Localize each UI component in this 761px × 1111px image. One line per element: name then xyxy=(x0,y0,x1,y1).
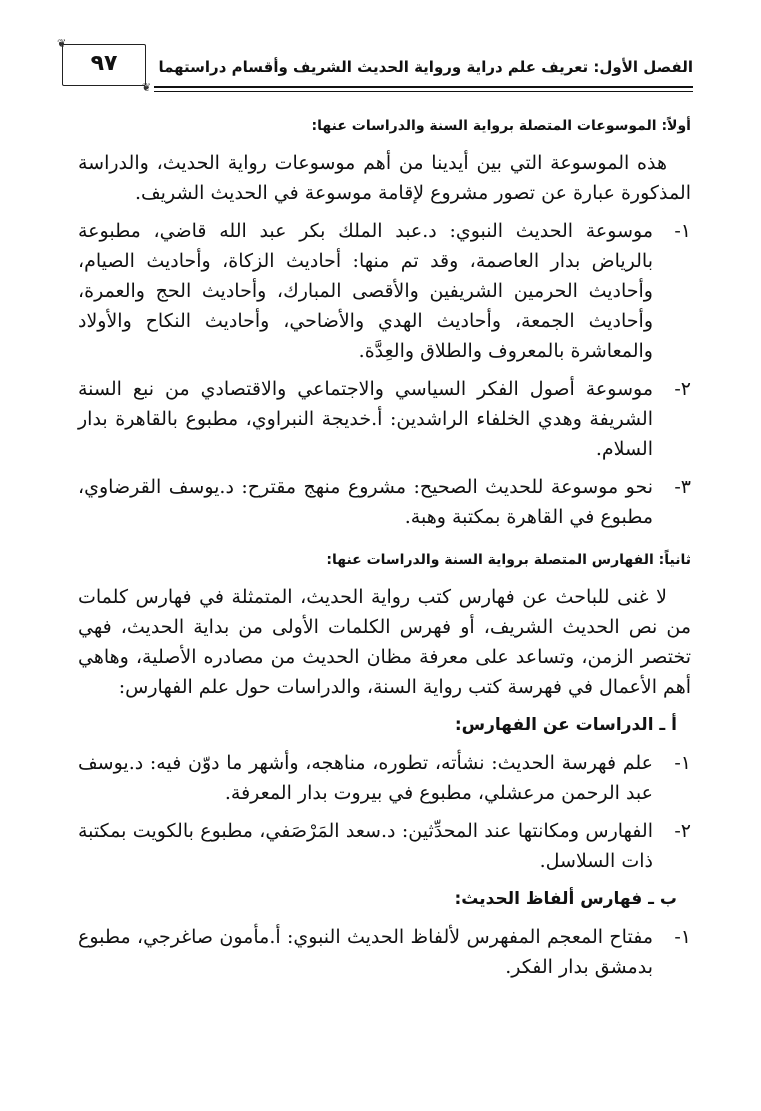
page-number: ٩٧ xyxy=(90,51,118,76)
list-text: موسوعة أصول الفكر السياسي والاجتماعي والاقتصادي من نبع السنة الشريفة وهدي الخلفاء الراشدين: أ.خديجة النبراوي، مطبوع بالقاهرة بدار السلام. xyxy=(78,378,653,460)
section-heading: ثانياً: الفهارس المتصلة برواية السنة والدراسات عنها: xyxy=(326,552,691,568)
page-number-box xyxy=(57,37,151,94)
list-number: ١- xyxy=(674,220,691,242)
flourish-ornament-icon: ❦ xyxy=(141,81,151,94)
list-text: مفتاح المعجم المفهرس لألفاظ الحديث النبوي: أ.مأمون صاغرجي، مطبوع بدمشق بدار الفكر. xyxy=(78,926,653,978)
header-rule-thin xyxy=(154,91,693,92)
list-text: موسوعة الحديث النبوي: د.عبد الملك بكر عبد الله قاضي، مطبوعة بالرياض بدار العاصمة، وقد تم منها: أحاديث الزكاة، وأحاديث الصيام، وأحاديث الحرمين الشريفين والأقصى المبارك، وأحاديث الحج والعمرة، وأحاديث الجمعة، وأحاديث الهدي والأضاحي، وأحاديث النكاح والأولاد والمعاشرة بالمعروف والطلاق والعِدَّة. xyxy=(78,220,653,362)
list-number: ١- xyxy=(674,926,691,948)
page-body xyxy=(78,118,691,990)
list-number: ١- xyxy=(674,752,691,774)
list-text: علم فهرسة الحديث: نشأته، تطوره، مناهجه، وأشهر ما دوّن فيه: د.يوسف عبد الرحمن مرعشلي، مطبوع في بيروت بدار المعرفة. xyxy=(78,752,653,804)
subsection-heading: أ ـ الدراسات عن الفهارس: xyxy=(454,715,677,735)
section-heading: أولاً: الموسوعات المتصلة برواية السنة والدراسات عنها: xyxy=(311,118,691,134)
subsection-heading: ب ـ فهارس ألفاظ الحديث: xyxy=(454,889,677,909)
list-text: الفهارس ومكانتها عند المحدِّثين: د.سعد المَرْصَفي، مطبوع بالكويت بمكتبة ذات السلاسل. xyxy=(78,820,653,872)
paragraph: هذه الموسوعة التي بين أيدينا من أهم موسوعات رواية الحديث، والدراسة المذكورة عبارة عن تصور مشروع لإقامة موسوعة في الحديث الشريف. xyxy=(78,152,691,204)
paragraph: لا غنى للباحث عن فهارس كتب رواية الحديث، المتمثلة في فهارس كلمات من نص الحديث الشريف، أو فهرس الكلمات الأولى من بداية الحديث، فهي تختصر الزمن، وتساعد على معرفة مظان الحديث من مصادره الأصلية، وهاهي أهم الأعمال في فهرسة كتب رواية السنة، والدراسات حول علم الفهارس: xyxy=(78,586,691,698)
list-item xyxy=(78,374,691,464)
list-item xyxy=(78,216,691,366)
list-number: ٣- xyxy=(674,476,691,498)
list-number: ٢- xyxy=(674,378,691,400)
list-item xyxy=(78,816,691,876)
list-text: نحو موسوعة للحديث الصحيح: مشروع منهج مقترح: د.يوسف القرضاوي، مطبوع في القاهرة بمكتبة وهبة. xyxy=(78,476,653,528)
flourish-ornament-icon: ❦ xyxy=(57,37,67,50)
header-rule xyxy=(154,86,693,88)
list-item xyxy=(78,472,691,532)
page-header xyxy=(57,37,693,94)
list-item xyxy=(78,922,691,982)
running-header-title: الفصل الأول: تعريف علم دراية ورواية الحديث الشريف وأقسام دراستهما xyxy=(158,58,693,76)
list-number: ٢- xyxy=(674,820,691,842)
list-item xyxy=(78,748,691,808)
